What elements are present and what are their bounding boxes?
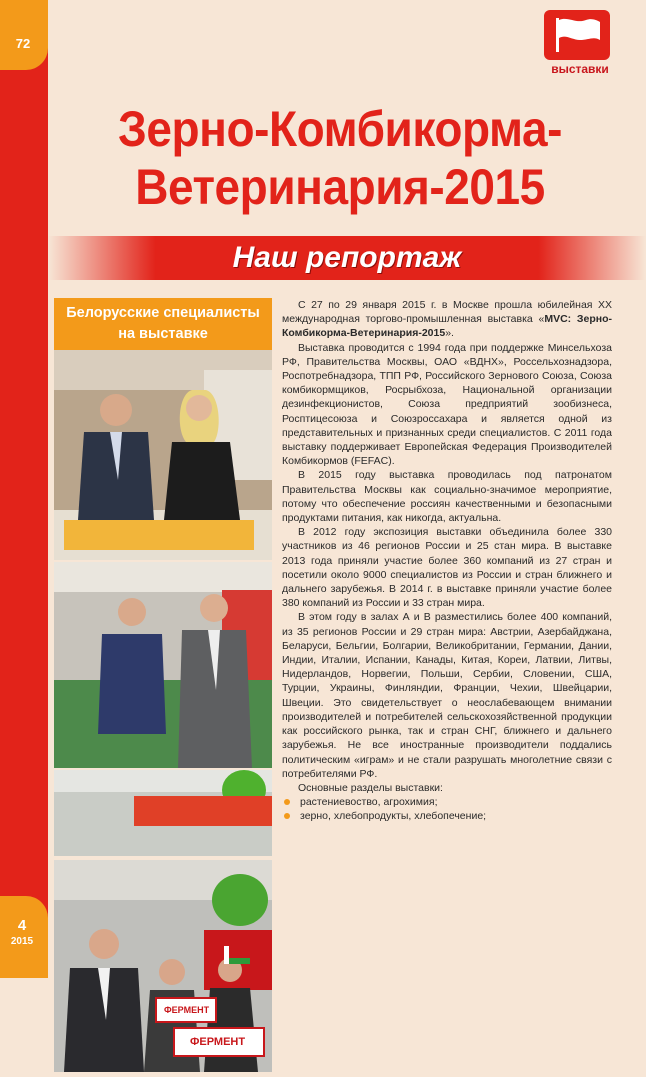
banner-text: Наш репортаж bbox=[232, 241, 462, 274]
article-body bbox=[282, 298, 612, 824]
article-paragraph-4: В 2012 году экспозиция выставки объединила более 330 участников из 46 регионов России и 25 стан мира. В выставке 2013 года приняли участие более 360 компаний из 27 стран и посетили около 9000 специалистов из России и стран ближнего и дальнего зарубежья. В 2014 г. в выставке приняли участие более 380 компаний из России и 33 стран мира. bbox=[282, 526, 612, 610]
report-banner bbox=[48, 236, 646, 280]
page-number-tab bbox=[0, 0, 48, 70]
sign-ferment-1: ФЕРМЕНТ bbox=[164, 1005, 210, 1015]
article-paragraph-5: В этом году в залах А и В разместились более 400 компаний, из 35 регионов России и 29 стран мира: Австрии, Азербайджана, Беларуси, Бельгии, Болгарии, Великобритании, Германии, Дании, Индии, Италии, Испании, Канады, Китая, Кореи, Латвии, Литвы, Нидерландов, Норвегии, Польши, Сербии, Словении, США, Турции, Украины, Финляндии, Франции, Чехии, Швейцарии, Швеции. Это свидетельствует о неослабевающем внимании производителей и потребителей сельскохозяйственной продукции как российского рынка, так и стран СНГ, ближнего и дальнего зарубежья. Не все иностранные производители поддались политическим «играм» и не стали разрушать многолетние связи с потребителями РФ. bbox=[282, 611, 612, 780]
exhibition-photo-2 bbox=[54, 860, 272, 1072]
sign-ferment-2: ФЕРМЕНТ bbox=[190, 1036, 246, 1048]
list-item: зерно, хлебопродукты, хлебопечение; bbox=[282, 809, 612, 823]
photo-caption-line-1: Белорусские специалисты bbox=[66, 305, 260, 321]
flag-icon bbox=[544, 10, 610, 60]
photo-caption-box bbox=[54, 298, 272, 350]
page-title bbox=[82, 100, 597, 216]
issue-year: 2015 bbox=[10, 936, 34, 947]
page-number: 72 bbox=[15, 36, 31, 51]
article-paragraph-2: Выставка проводится с 1994 года при поддержке Минсельхоза РФ, Правительства Москвы, ОАО «ВДНХ», Россельхознадзора, Роспотребнадзора, ТПП РФ, Российского Зернового Союза, Союза комбикормщиков, Росрыбхоза, Национальной организации дезинфекционистов, Союза предприятий зообизнеса, Росптицесоюза и Союзроссахара и является одной из представительных и признанных среди специалистов. С 2011 года выставку поддерживает Европейская Федерация Производителей Комбикормов (FEFAC). bbox=[282, 341, 612, 468]
article-paragraph-3: В 2015 году выставка проводилась под патронатом Правительства Москвы как социально-значимое мероприятие, потому что обеспечение россиян качественными и безопасными продуктами питания, как никогда, актуальна. bbox=[282, 469, 612, 525]
sections-list bbox=[282, 795, 612, 823]
section-badge bbox=[530, 8, 630, 78]
photo-caption bbox=[54, 303, 272, 345]
left-margin-band bbox=[0, 0, 48, 978]
exhibition-photo-1 bbox=[54, 350, 272, 856]
article-paragraph-6: Основные разделы выставки: bbox=[298, 781, 443, 794]
list-item: растениевоство, агрохимия; bbox=[282, 795, 612, 809]
title-line-1: Зерно-Комбикорма- bbox=[118, 101, 562, 157]
section-label: выставки bbox=[551, 62, 609, 76]
issue-number: 4 bbox=[17, 917, 27, 934]
article-paragraph-1: С 27 по 29 января 2015 г. в Москве прошла юбилейная XX международная торгово-промышленная выставка «MVC: Зерно-Комбикорма-Ветеринария-2015». bbox=[282, 299, 612, 340]
photo-column bbox=[54, 298, 272, 1048]
title-line-2: Ветеринария-2015 bbox=[135, 159, 545, 215]
exhibition-name: MVC: Зерно-Комбикорма-Ветеринария-2015 bbox=[282, 313, 612, 340]
photo-caption-line-2: на выставке bbox=[118, 326, 208, 342]
